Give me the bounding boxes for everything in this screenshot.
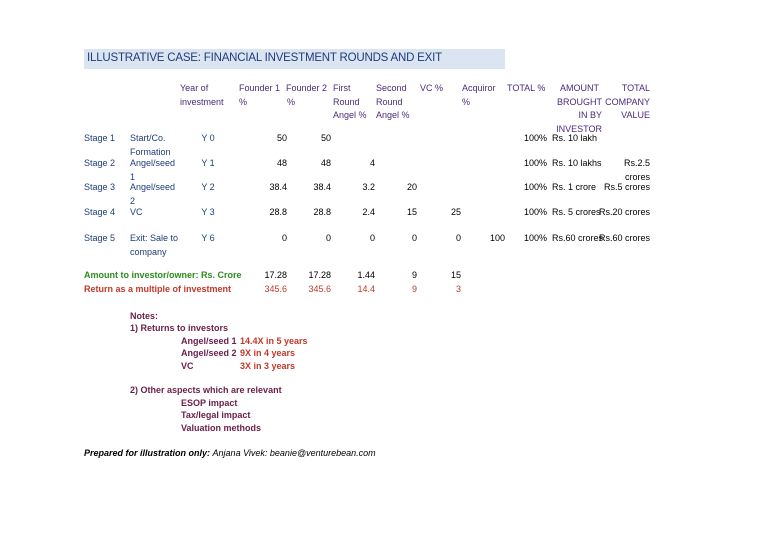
f2-cell: 28.8 [313,207,331,217]
return-value: 14.4X in 5 years [240,336,308,346]
stage-label: Stage 3 [84,182,116,192]
value-cell: Rs.5 crores [603,182,650,192]
amount-value: 15 [450,270,461,280]
f1-cell: 50 [276,133,287,143]
year-cell: Y 3 [201,207,215,217]
notes-heading: Notes: [130,311,159,321]
year-cell: Y 0 [201,133,215,143]
return-value: 345.6 [264,284,287,294]
f1-cell: 28.8 [269,207,287,217]
second-cell: 15 [406,207,417,217]
event-label: 1 [130,171,136,182]
f2-cell: 50 [320,133,331,143]
value-cell: crores [624,171,650,182]
f1-cell: 0 [281,233,287,243]
event-label: Start/Co. [130,133,166,143]
amount-value: 9 [411,270,417,280]
header-second-round: Second Round Angel % [376,83,410,120]
stage-label: Stage 4 [84,207,116,217]
total-cell: 100% [523,133,547,143]
header-amount: AMOUNT BROUGHT IN BY INVESTOR [556,83,602,134]
amount-cell: Rs. 10 lakhs [552,158,602,168]
header-acquiror: Acquiror % [462,83,496,107]
total-cell: 100% [523,158,547,168]
first-cell: 3.2 [362,182,375,192]
year-cell: Y 2 [201,182,215,192]
aspect-item: Tax/legal impact [181,410,251,421]
header-total-value: TOTAL COMPANY VALUE [605,83,650,120]
return-value: 3X in 3 years [240,360,296,371]
f1-cell: 48 [276,158,287,168]
amount-cell: Rs.60 crores [552,233,604,243]
total-cell: 100% [523,207,547,217]
f1-cell: 38.4 [269,182,287,192]
return-label: VC [181,360,194,371]
stage-label: Stage 1 [84,133,116,143]
year-cell: Y 1 [201,158,215,168]
event-label: Angel/seed [130,182,176,192]
return-label: Return as a multiple of investment [84,284,232,294]
value-cell: Rs.60 crores [598,233,650,243]
value-cell: Rs.20 crores [598,207,650,217]
vc-cell: 0 [455,233,461,243]
return-value: 9X in 4 years [240,348,296,359]
amount-value: 1.44 [357,270,375,280]
notes-item2: 2) Other aspects which are relevant [130,385,282,395]
total-cell: 100% [523,182,547,192]
f2-cell: 0 [325,233,331,243]
return-value: 345.6 [308,284,331,294]
event-label: 2 [130,195,136,206]
header-year: Year of investment [180,83,224,107]
year-cell: Y 6 [201,233,215,243]
return-value: 9 [411,284,417,294]
return-value: 14.4 [357,284,375,294]
acq-cell: 100 [489,233,505,243]
header-founder1: Founder 1 % [239,83,281,107]
header-first-round: First Round Angel % [333,83,367,120]
notes-item1: 1) Returns to investors [130,323,229,333]
header-vc: VC % [420,83,444,93]
stage-label: Stage 5 [84,233,116,243]
amount-label: Amount to investor/owner: Rs. Crore [84,270,242,280]
amount-cell: Rs. 5 crores [552,207,601,217]
footer-prefix: Prepared for illustration only: [84,448,211,458]
f2-cell: 38.4 [313,182,331,192]
f2-cell: 48 [320,158,331,168]
amount-cell: Rs. 1 crore [552,182,597,192]
aspect-item: Valuation methods [181,422,262,433]
vc-cell: 25 [450,207,461,217]
second-cell: 20 [406,182,417,192]
stage-label: Stage 2 [84,158,116,168]
aspect-item: ESOP impact [181,398,238,408]
first-cell: 2.4 [362,207,375,217]
amount-value: 17.28 [308,270,331,280]
event-label: Formation [130,146,171,157]
return-label: Angel/seed 1 [181,336,237,346]
total-cell: 100% [523,233,547,243]
first-cell: 0 [369,233,375,243]
event-label: company [130,246,167,257]
page-title: ILLUSTRATIVE CASE: FINANCIAL INVESTMENT ROUNDS AND EXIT [87,52,442,64]
first-cell: 4 [369,158,375,168]
value-cell: Rs.2.5 [623,158,650,168]
header-total-pct: TOTAL % [507,83,546,93]
event-label: VC [130,207,143,217]
second-cell: 0 [411,233,417,243]
amount-value: 17.28 [264,270,287,280]
header-founder2: Founder 2 % [286,83,328,107]
footer [84,448,376,458]
return-value: 3 [455,284,461,294]
return-label: Angel/seed 2 [181,348,237,359]
event-label: Angel/seed [130,158,176,168]
amount-cell: Rs. 10 lakh [552,133,598,143]
event-label: Exit: Sale to [130,233,179,243]
footer-text: Anjana Vivek: beanie@venturebean.com [212,448,376,458]
